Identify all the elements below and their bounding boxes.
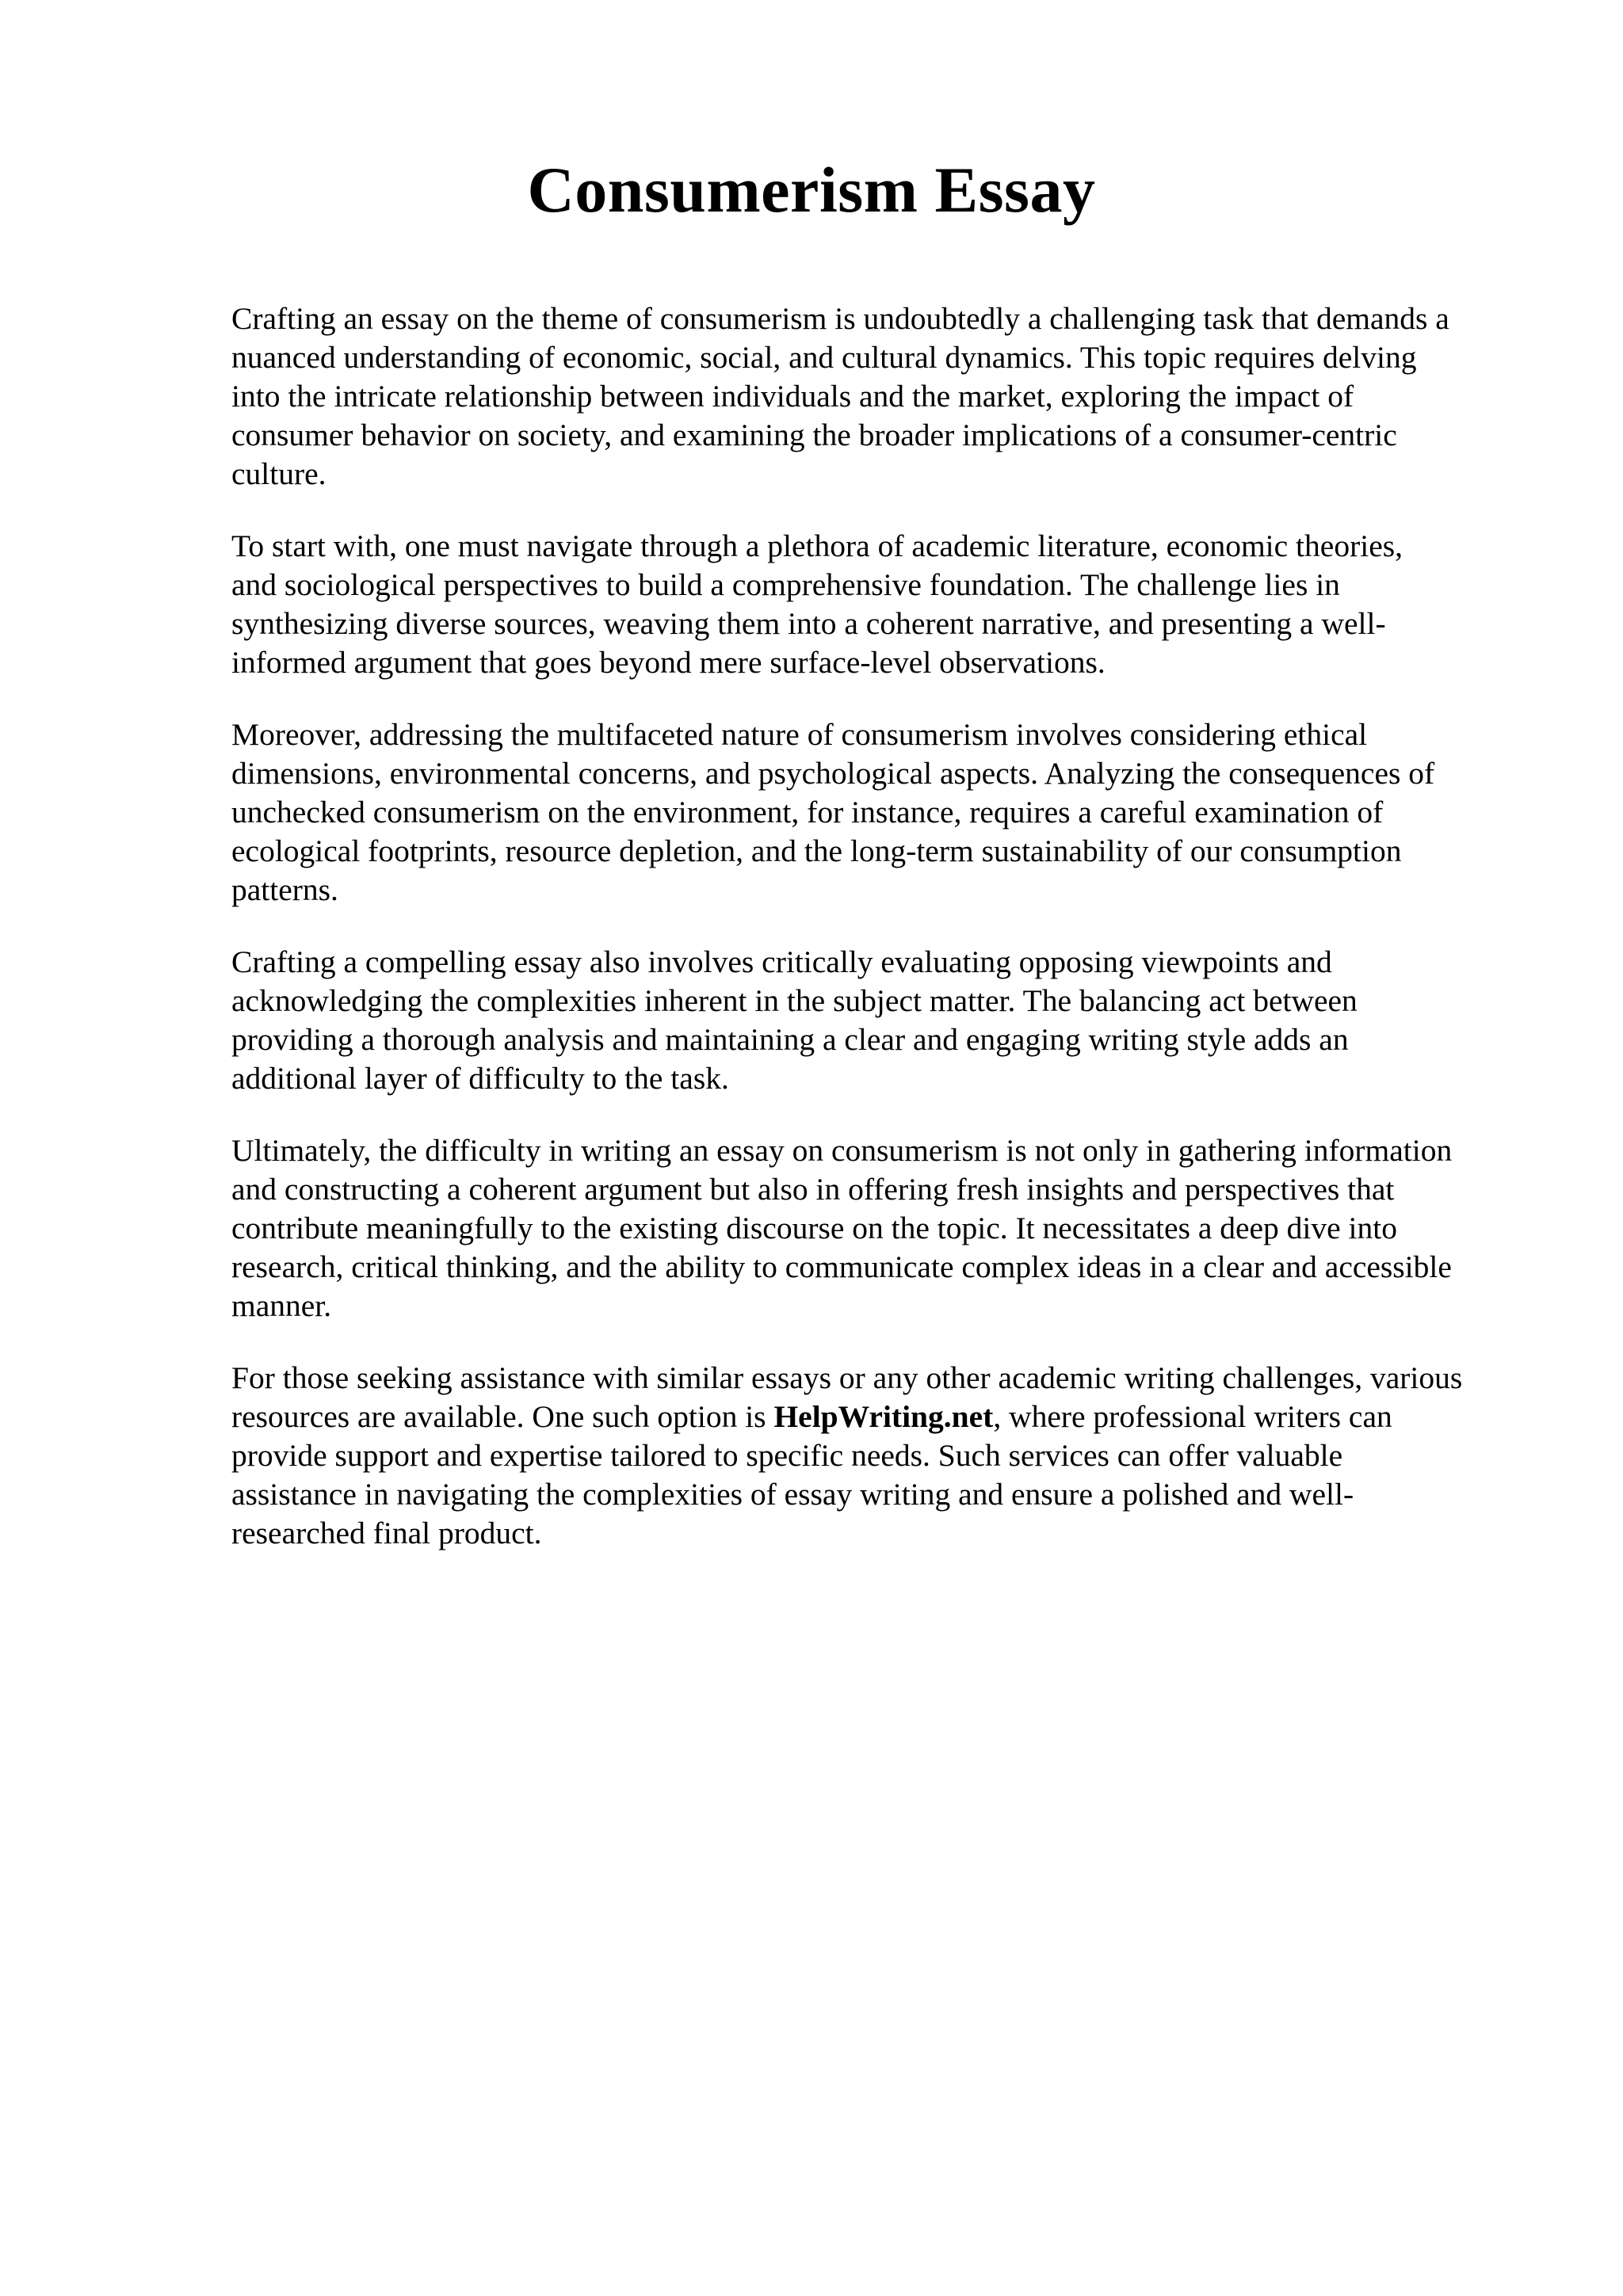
paragraph-intro — [231, 299, 1531, 494]
text-segment: resources are available. One such option is — [231, 1399, 774, 1434]
paragraph-line: additional layer of difficulty to the task. — [231, 1061, 729, 1096]
paragraph-line: and sociological perspectives to build a comprehensive foundation. The challenge lies in — [231, 567, 1340, 602]
paragraph-line: Moreover, addressing the multifaceted nature of consumerism involves considering ethical — [231, 717, 1368, 752]
paragraph-line: For those seeking assistance with similar essays or any other academic writing challenges, various — [231, 1360, 1463, 1395]
paragraph-line: Crafting an essay on the theme of consumerism is undoubtedly a challenging task that demands a — [231, 301, 1449, 336]
paragraph-line: informed argument that goes beyond mere surface-level observations. — [231, 645, 1106, 680]
paragraph-line: provide support and expertise tailored to specific needs. Such services can offer valuable — [231, 1438, 1343, 1473]
paragraph-line: ecological footprints, resource depletion, and the long-term sustainability of our consumption — [231, 833, 1402, 868]
paragraph-line: dimensions, environmental concerns, and psychological aspects. Analyzing the consequences of — [231, 756, 1435, 791]
paragraph-line: unchecked consumerism on the environment, for instance, requires a careful examination of — [231, 795, 1384, 830]
paragraph-line: acknowledging the complexities inherent in the subject matter. The balancing act between — [231, 983, 1358, 1018]
paragraph-line — [231, 1398, 1531, 1436]
paragraph-line: Ultimately, the difficulty in writing an essay on consumerism is not only in gathering information — [231, 1133, 1453, 1168]
paragraph-line: contribute meaningfully to the existing discourse on the topic. It necessitates a deep dive into — [231, 1211, 1397, 1245]
essay-body — [231, 299, 1531, 1586]
paragraph-line: Crafting a compelling essay also involves critically evaluating opposing viewpoints and — [231, 944, 1332, 979]
helpwriting-link[interactable]: HelpWriting.net — [773, 1399, 994, 1434]
paragraph-research — [231, 527, 1531, 682]
paragraph-assistance — [231, 1359, 1531, 1553]
paragraph-line: into the intricate relationship between individuals and the market, exploring the impact of — [231, 379, 1354, 414]
page-title: Consumerism Essay — [527, 154, 1096, 226]
paragraph-line: synthesizing diverse sources, weaving them into a coherent narrative, and presenting a well- — [231, 606, 1386, 641]
paragraph-line: assistance in navigating the complexities of essay writing and ensure a polished and well- — [231, 1477, 1354, 1512]
paragraph-line: consumer behavior on society, and examining the broader implications of a consumer-centric — [231, 418, 1397, 452]
paragraph-line: research, critical thinking, and the ability to communicate complex ideas in a clear and accessible — [231, 1249, 1452, 1284]
paragraph-line: providing a thorough analysis and maintaining a clear and engaging writing style adds an — [231, 1022, 1349, 1057]
paragraph-line: manner. — [231, 1288, 332, 1323]
paragraph-dimensions — [231, 715, 1531, 910]
paragraph-line: and constructing a coherent argument but also in offering fresh insights and perspectives that — [231, 1172, 1395, 1207]
paragraph-line: researched final product. — [231, 1516, 542, 1550]
paragraph-viewpoints — [231, 943, 1531, 1098]
paragraph-line: culture. — [231, 456, 327, 491]
paragraph-conclusion — [231, 1131, 1531, 1325]
paragraph-line: nuanced understanding of economic, social, and cultural dynamics. This topic requires delving — [231, 340, 1417, 375]
paragraph-line: To start with, one must navigate through a plethora of academic literature, economic theories, — [231, 528, 1403, 563]
text-segment: , where professional writers can — [993, 1399, 1392, 1434]
paragraph-line: patterns. — [231, 872, 338, 907]
